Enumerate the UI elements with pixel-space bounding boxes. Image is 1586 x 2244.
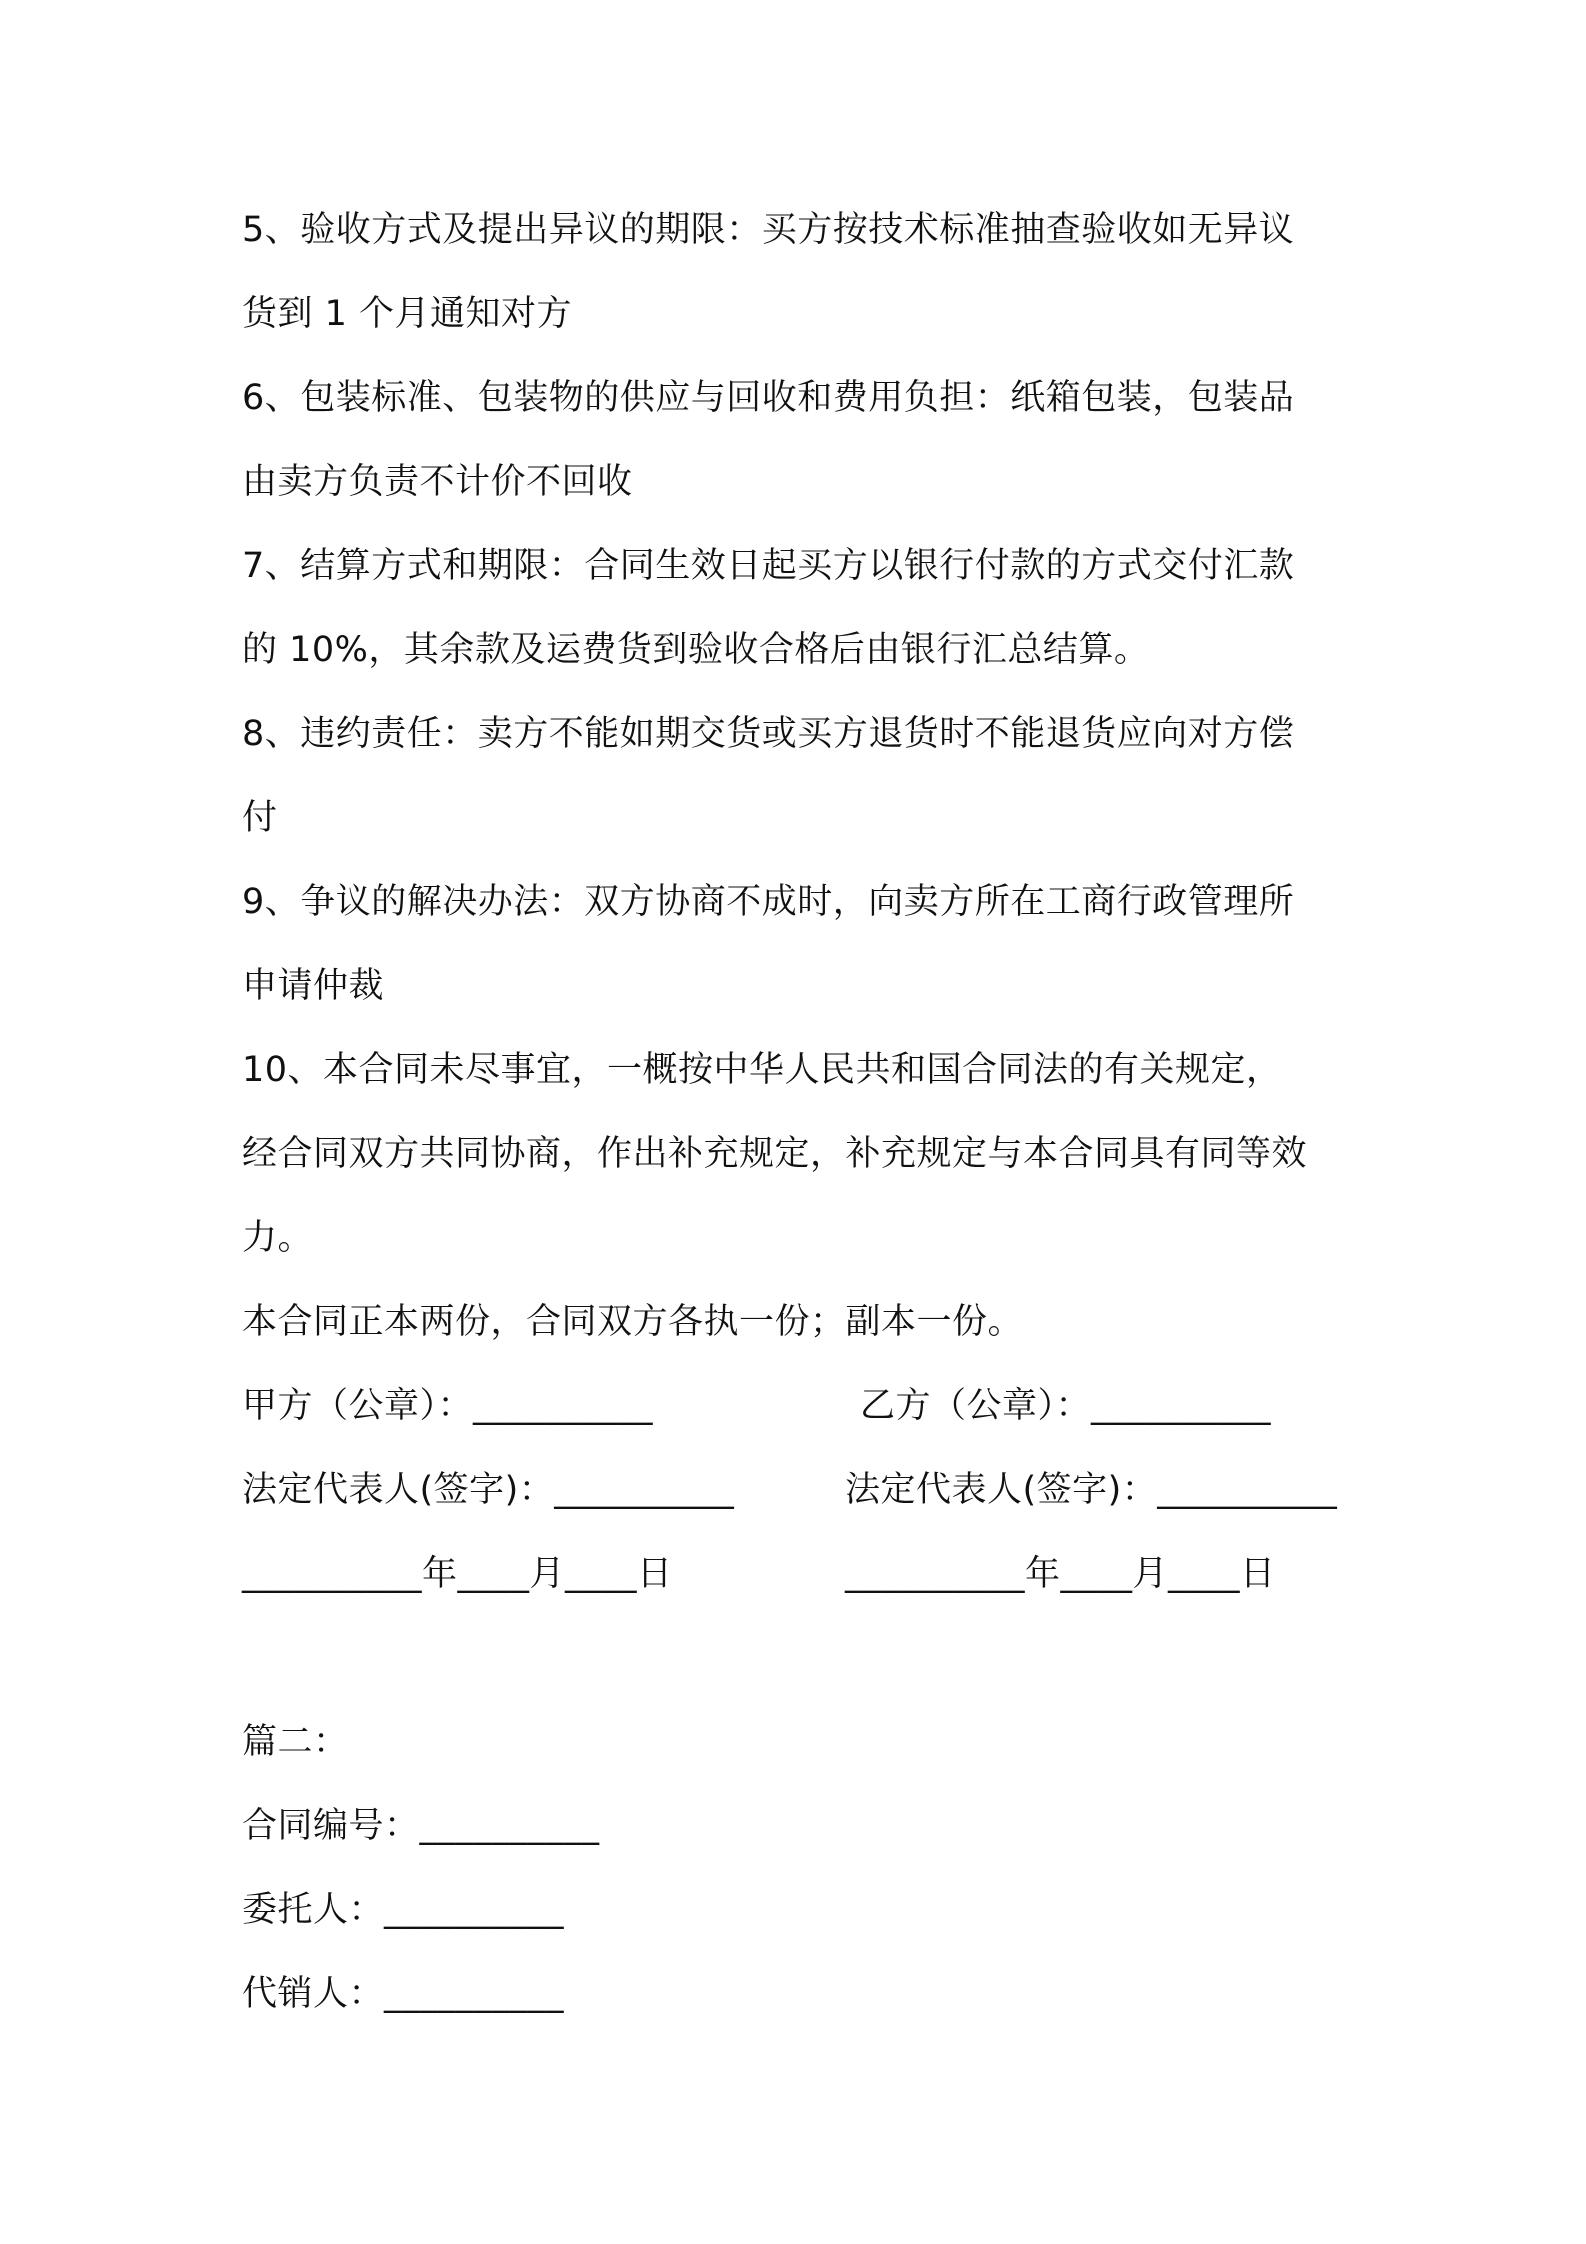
- consignor-field: 委托人：__________: [242, 1890, 565, 1930]
- party-a-date-field: __________年____月____日: [242, 1554, 673, 1594]
- party-b-seal-field: 乙方（公章）：__________: [860, 1386, 1272, 1426]
- clause-9-line-1: 9、争议的解决办法：双方协商不成时，向卖方所在工商行政管理所: [242, 882, 1295, 922]
- party-a-seal-field: 甲方（公章）：__________: [242, 1386, 654, 1426]
- clause-8-line-2: 付: [242, 798, 278, 838]
- agent-field: 代销人：__________: [242, 1974, 565, 2014]
- clause-8-line-1: 8、违约责任：卖方不能如期交货或买方退货时不能退货应向对方偿: [242, 714, 1295, 754]
- clause-10-line-2: 经合同双方共同协商，作出补充规定，补充规定与本合同具有同等效: [242, 1134, 1308, 1174]
- clause-10-line-1: 10、本合同未尽事宜，一概按中华人民共和国合同法的有关规定，: [242, 1050, 1282, 1090]
- clause-7-line-1: 7、结算方式和期限：合同生效日起买方以银行付款的方式交付汇款: [242, 546, 1295, 586]
- clause-7-line-2: 的 10%，其余款及运费货到验收合格后由银行汇总结算。: [242, 630, 1150, 670]
- part-two-heading: 篇二：: [242, 1722, 349, 1762]
- clause-9-line-2: 申请仲裁: [242, 966, 385, 1006]
- clause-6-line-2: 由卖方负责不计价不回收: [242, 462, 633, 502]
- copies-statement: 本合同正本两份，合同双方各执一份；副本一份。: [242, 1302, 1024, 1342]
- clause-10-line-3: 力。: [242, 1218, 314, 1258]
- contract-number-field: 合同编号：__________: [242, 1806, 600, 1846]
- party-b-rep-field: 法定代表人(签字)：__________: [845, 1470, 1338, 1510]
- clause-5-line-2: 货到 1 个月通知对方: [242, 294, 573, 334]
- clause-6-line-1: 6、包装标准、包装物的供应与回收和费用负担：纸箱包装，包装品: [242, 378, 1295, 418]
- party-b-date-field: __________年____月____日: [845, 1554, 1276, 1594]
- party-a-rep-field: 法定代表人(签字)：__________: [242, 1470, 735, 1510]
- clause-5-line-1: 5、验收方式及提出异议的期限：买方按技术标准抽查验收如无异议: [242, 210, 1295, 250]
